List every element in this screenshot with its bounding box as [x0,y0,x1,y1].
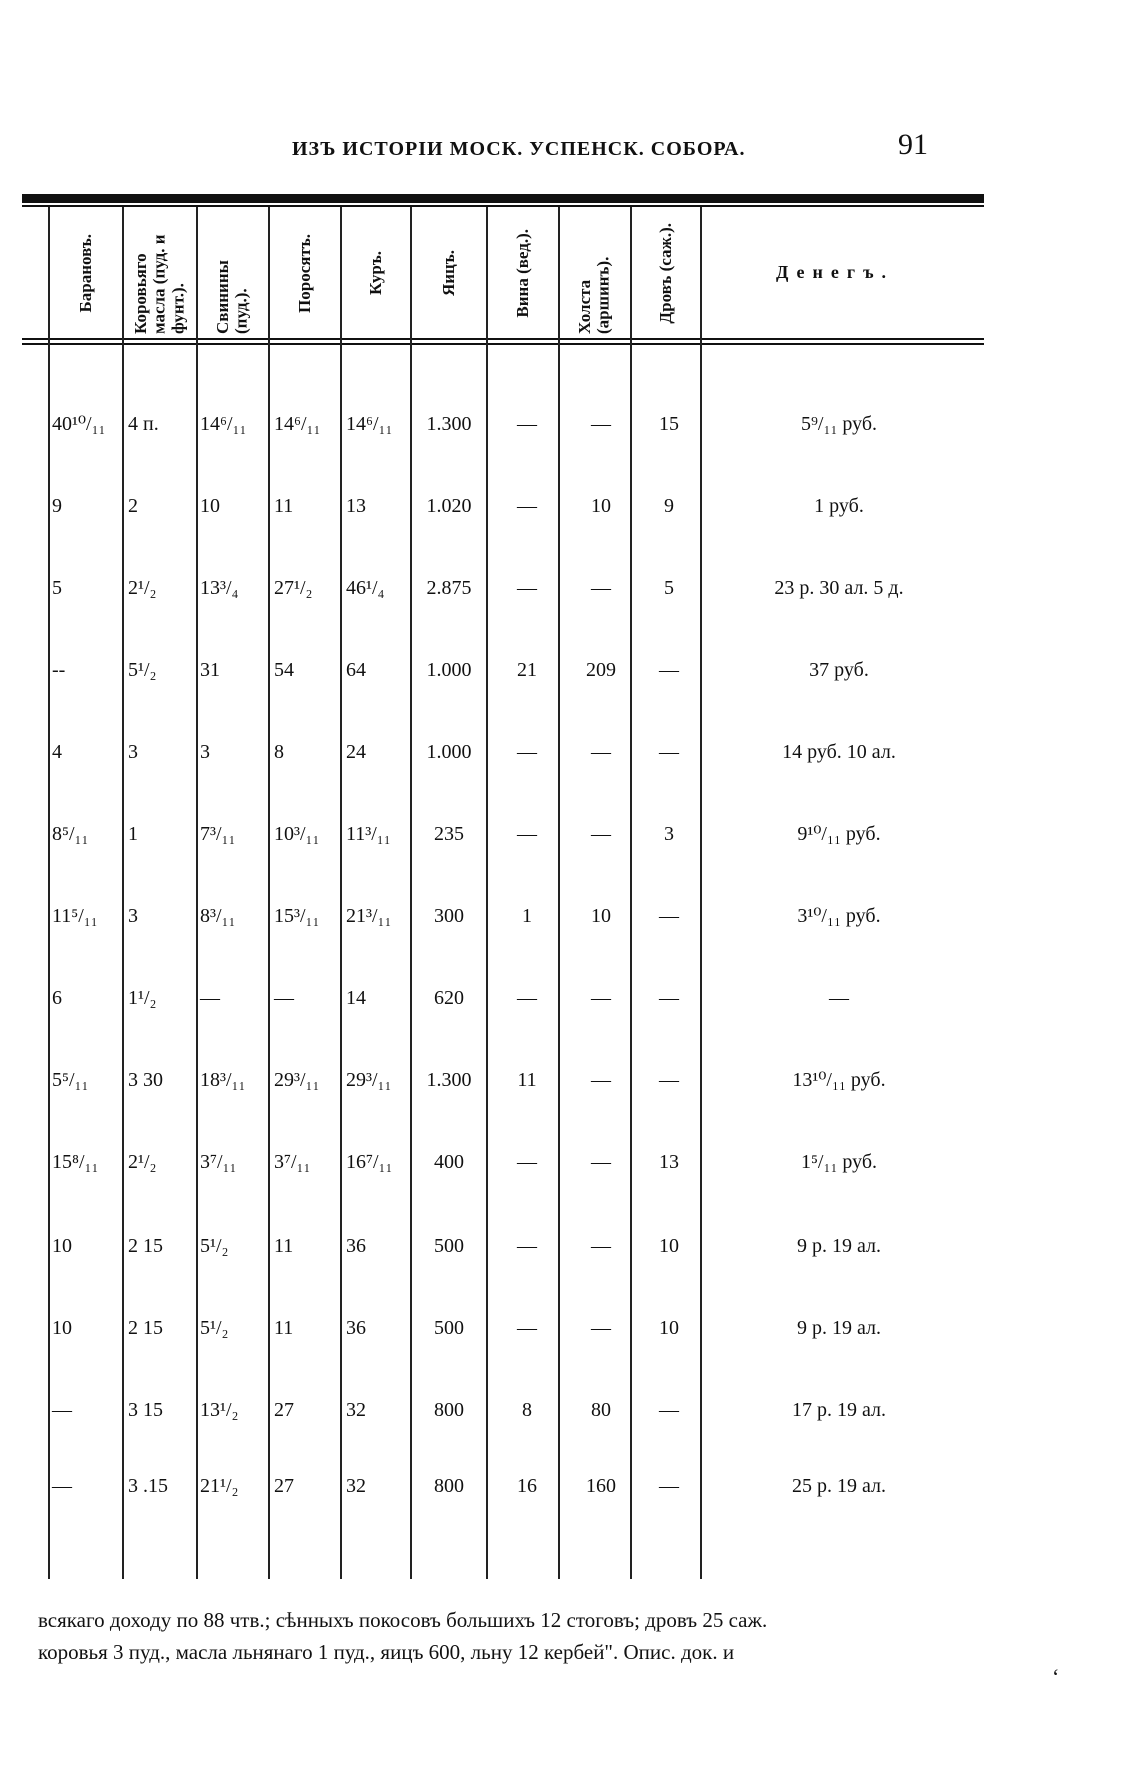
table-cell: 18³/₁₁ [200,1069,246,1091]
table-cell: 1.020 [426,495,472,517]
table-cell: 3 [128,905,138,927]
column-header-wine: Вина (вед.). [512,228,532,318]
table-cell: 15³/₁₁ [274,905,320,927]
table-cell: 9 [52,495,62,517]
table-cell: — [659,1399,679,1421]
table-cell: 13 [659,1151,679,1173]
table-cell: 11 [274,495,294,517]
column-header-butter: Коровьяго масла (пуд. и фунт.). [130,234,188,334]
table-cell: — [591,823,611,845]
table-row [0,1308,1140,1348]
table-cell: 11 [274,1235,294,1257]
column-header-firewood: Дровъ (саж.). [655,222,675,324]
table-cell: 80 [591,1399,611,1421]
table-cell: 8 [522,1399,532,1421]
table-cell: 64 [346,659,366,681]
table-cell: 3 [664,823,674,845]
table-cell: 1 [522,905,532,927]
footer-line-1: всякаго доходу по 88 чтв.; сѣнныхъ покосовъ большихъ 12 стоговъ; дровъ 25 саж. [38,1608,768,1632]
table-cell: 13³/₄ [200,577,239,599]
column-header-sheep: Барановъ. [75,233,95,313]
table-cell: 1¹/₂ [128,987,157,1009]
table-row [0,814,1140,854]
table-cell: — [591,987,611,1009]
table-cell: 3¹⁰/₁₁ руб. [797,905,881,927]
table-cell: 14 [346,987,366,1009]
table-cell: 6 [52,987,62,1009]
table-cell: 3 [200,741,210,763]
table-cell: 5 [664,577,674,599]
table-cell: — [659,1475,679,1497]
column-header-hens: Куръ. [365,250,385,296]
table-cell: 4 [52,741,62,763]
table-cell: 16⁷/₁₁ [346,1151,393,1173]
table-cell: -- [52,659,66,681]
table-cell: 29³/₁₁ [274,1069,320,1091]
table-cell: 10 [659,1317,679,1339]
table-cell: 54 [274,659,294,681]
table-cell: 2 [128,495,138,517]
table-cell: — [659,987,679,1009]
table-cell: 3 .15 [128,1475,168,1497]
table-row [0,1060,1140,1100]
table-cell: — [274,987,294,1009]
table-top-rule [22,194,984,203]
table-cell: — [659,1069,679,1091]
table-cell: 1 [128,823,138,845]
table-cell: 2¹/₂ [128,577,157,599]
table-row [0,568,1140,608]
table-cell: — [517,413,537,435]
table-cell: 1.000 [426,741,472,763]
table-row [0,978,1140,1018]
table-cell: — [52,1475,72,1497]
table-cell: 15⁸/₁₁ [52,1151,99,1173]
table-cell: 1.300 [426,1069,472,1091]
column-header-pork: Свинины (пуд.). [213,260,251,334]
column-header-linen: Холста (аршинъ). [575,256,613,334]
table-cell: 8⁵/₁₁ [52,823,89,845]
header-bottom-rule [22,338,984,340]
table-row [0,1390,1140,1430]
header-title: ИЗЪ ИСТОРІИ МОСК. УСПЕНСК. СОБОРА. [292,138,746,160]
table-cell: 36 [346,1317,366,1339]
table-cell: — [591,741,611,763]
table-cell: 800 [434,1399,464,1421]
table-cell: 11 [517,1069,537,1091]
table-row [0,732,1140,772]
table-cell: 36 [346,1235,366,1257]
table-cell: 160 [586,1475,616,1497]
table-cell: 1⁵/₁₁ руб. [800,1151,878,1173]
table-cell: 8³/₁₁ [200,905,236,927]
table-cell: — [591,413,611,435]
table-cell: 9 р. 19 ал. [796,1235,882,1257]
table-cell: 2¹/₂ [128,1151,157,1173]
table-cell: 11⁵/₁₁ [52,905,98,927]
table-cell: 5 [52,577,62,599]
table-cell: 9 [664,495,674,517]
footer-line-2: коровья 3 пуд., масла льнянаго 1 пуд., яицъ 600, льну 12 кербей". Опис. док. и [38,1640,735,1664]
table-cell: 500 [434,1317,464,1339]
column-header-piglets: Поросятъ. [294,233,314,313]
table-cell: — [517,495,537,517]
table-cell: — [659,741,679,763]
table-cell: 5¹/₂ [128,659,157,681]
table-cell: 3 [128,741,138,763]
table-cell: — [591,1235,611,1257]
table-row [0,1142,1140,1182]
table-cell: 10 [659,1235,679,1257]
table-cell: 2.875 [426,577,472,599]
column-header-money: Денегъ. [775,262,895,282]
table-row [0,1226,1140,1266]
table-cell: 3⁷/₁₁ [200,1151,237,1173]
table-cell: 21 [517,659,537,681]
table-cell: — [52,1399,72,1421]
table-cell: 11³/₁₁ [346,823,391,845]
table-cell: 5⁹/₁₁ руб. [800,413,878,435]
table-cell: 27¹/₂ [274,577,313,599]
column-header-eggs: Яицъ. [438,249,458,297]
table-cell: 14 руб. 10 ал. [782,741,896,763]
table-cell: 7³/₁₁ [200,823,236,845]
table-cell: 1.000 [426,659,472,681]
table-cell: 9 р. 19 ал. [796,1317,882,1339]
table-cell: 2 15 [128,1317,163,1339]
table-cell: — [517,1317,537,1339]
table-cell: 15 [659,413,679,435]
table-cell: 5⁵/₁₁ [52,1069,89,1091]
table-cell: — [517,1235,537,1257]
table-cell: — [517,741,537,763]
table-cell: — [659,659,679,681]
table-row [0,404,1140,444]
table-cell: 23 р. 30 ал. 5 д. [774,577,904,599]
table-cell: 27 [274,1475,294,1497]
table-cell: 24 [346,741,366,763]
table-cell: — [829,987,849,1009]
table-cell: — [517,1151,537,1173]
table-cell: 8 [274,741,284,763]
table-cell: — [517,577,537,599]
table-cell: — [659,905,679,927]
running-header [0,128,1140,168]
table-cell: 13¹/₂ [200,1399,239,1421]
table-cell: 37 руб. [809,659,869,681]
table-cell: 300 [434,905,464,927]
table-cell: — [200,987,220,1009]
table-top-thin-rule [22,205,984,207]
table-cell: 400 [434,1151,464,1173]
table-cell: 14⁶/₁₁ [274,413,321,435]
table-cell: — [591,577,611,599]
table-cell: 10 [52,1317,72,1339]
table-cell: 1.300 [426,413,472,435]
table-cell: 235 [434,823,464,845]
table-cell: 209 [586,659,616,681]
table-cell: — [517,823,537,845]
table-cell: — [591,1317,611,1339]
table-cell: — [591,1151,611,1173]
table-cell: 10 [591,905,611,927]
table-cell: 800 [434,1475,464,1497]
table-row [0,486,1140,526]
table-row [0,896,1140,936]
table-cell: 3 30 [128,1069,163,1091]
table-cell: 500 [434,1235,464,1257]
table-cell: 16 [517,1475,537,1497]
table-cell: 14⁶/₁₁ [200,413,247,435]
table-cell: 11 [274,1317,294,1339]
header-bottom-rule-2 [22,343,984,345]
table-cell: — [517,987,537,1009]
table-cell: 14⁶/₁₁ [346,413,393,435]
table-cell: 27 [274,1399,294,1421]
table-cell: 9¹⁰/₁₁ руб. [797,823,881,845]
table-cell: 29³/₁₁ [346,1069,392,1091]
table-cell: 620 [434,987,464,1009]
table-cell: 25 р. 19 ал. [791,1475,887,1497]
table-cell: 3⁷/₁₁ [274,1151,311,1173]
table-cell: 5¹/₂ [200,1317,229,1339]
table-cell: 3 15 [128,1399,163,1421]
table-cell: 10 [52,1235,72,1257]
table-cell: 17 р. 19 ал. [791,1399,887,1421]
table-cell: 32 [346,1399,366,1421]
table-cell: 4 п. [128,413,159,435]
table-cell: 2 15 [128,1235,163,1257]
table-cell: 31 [200,659,220,681]
page-number: 91 [898,128,928,161]
table-cell: 1 руб. [814,495,864,517]
table-row [0,1466,1140,1506]
table-cell: 10³/₁₁ [274,823,320,845]
table-cell: 21¹/₂ [200,1475,239,1497]
table-row [0,650,1140,690]
table-cell: 10 [200,495,220,517]
table-cell: 40¹⁰/₁₁ [52,413,106,435]
stray-mark: ʻ [1052,1664,1060,1689]
table-cell: 5¹/₂ [200,1235,229,1257]
table-cell: 10 [591,495,611,517]
table-cell: 46¹/₄ [346,577,385,599]
table-cell: 21³/₁₁ [346,905,392,927]
table-cell: 13¹⁰/₁₁ руб. [792,1069,886,1091]
table-cell: 32 [346,1475,366,1497]
table-cell: 13 [346,495,366,517]
table-cell: — [591,1069,611,1091]
